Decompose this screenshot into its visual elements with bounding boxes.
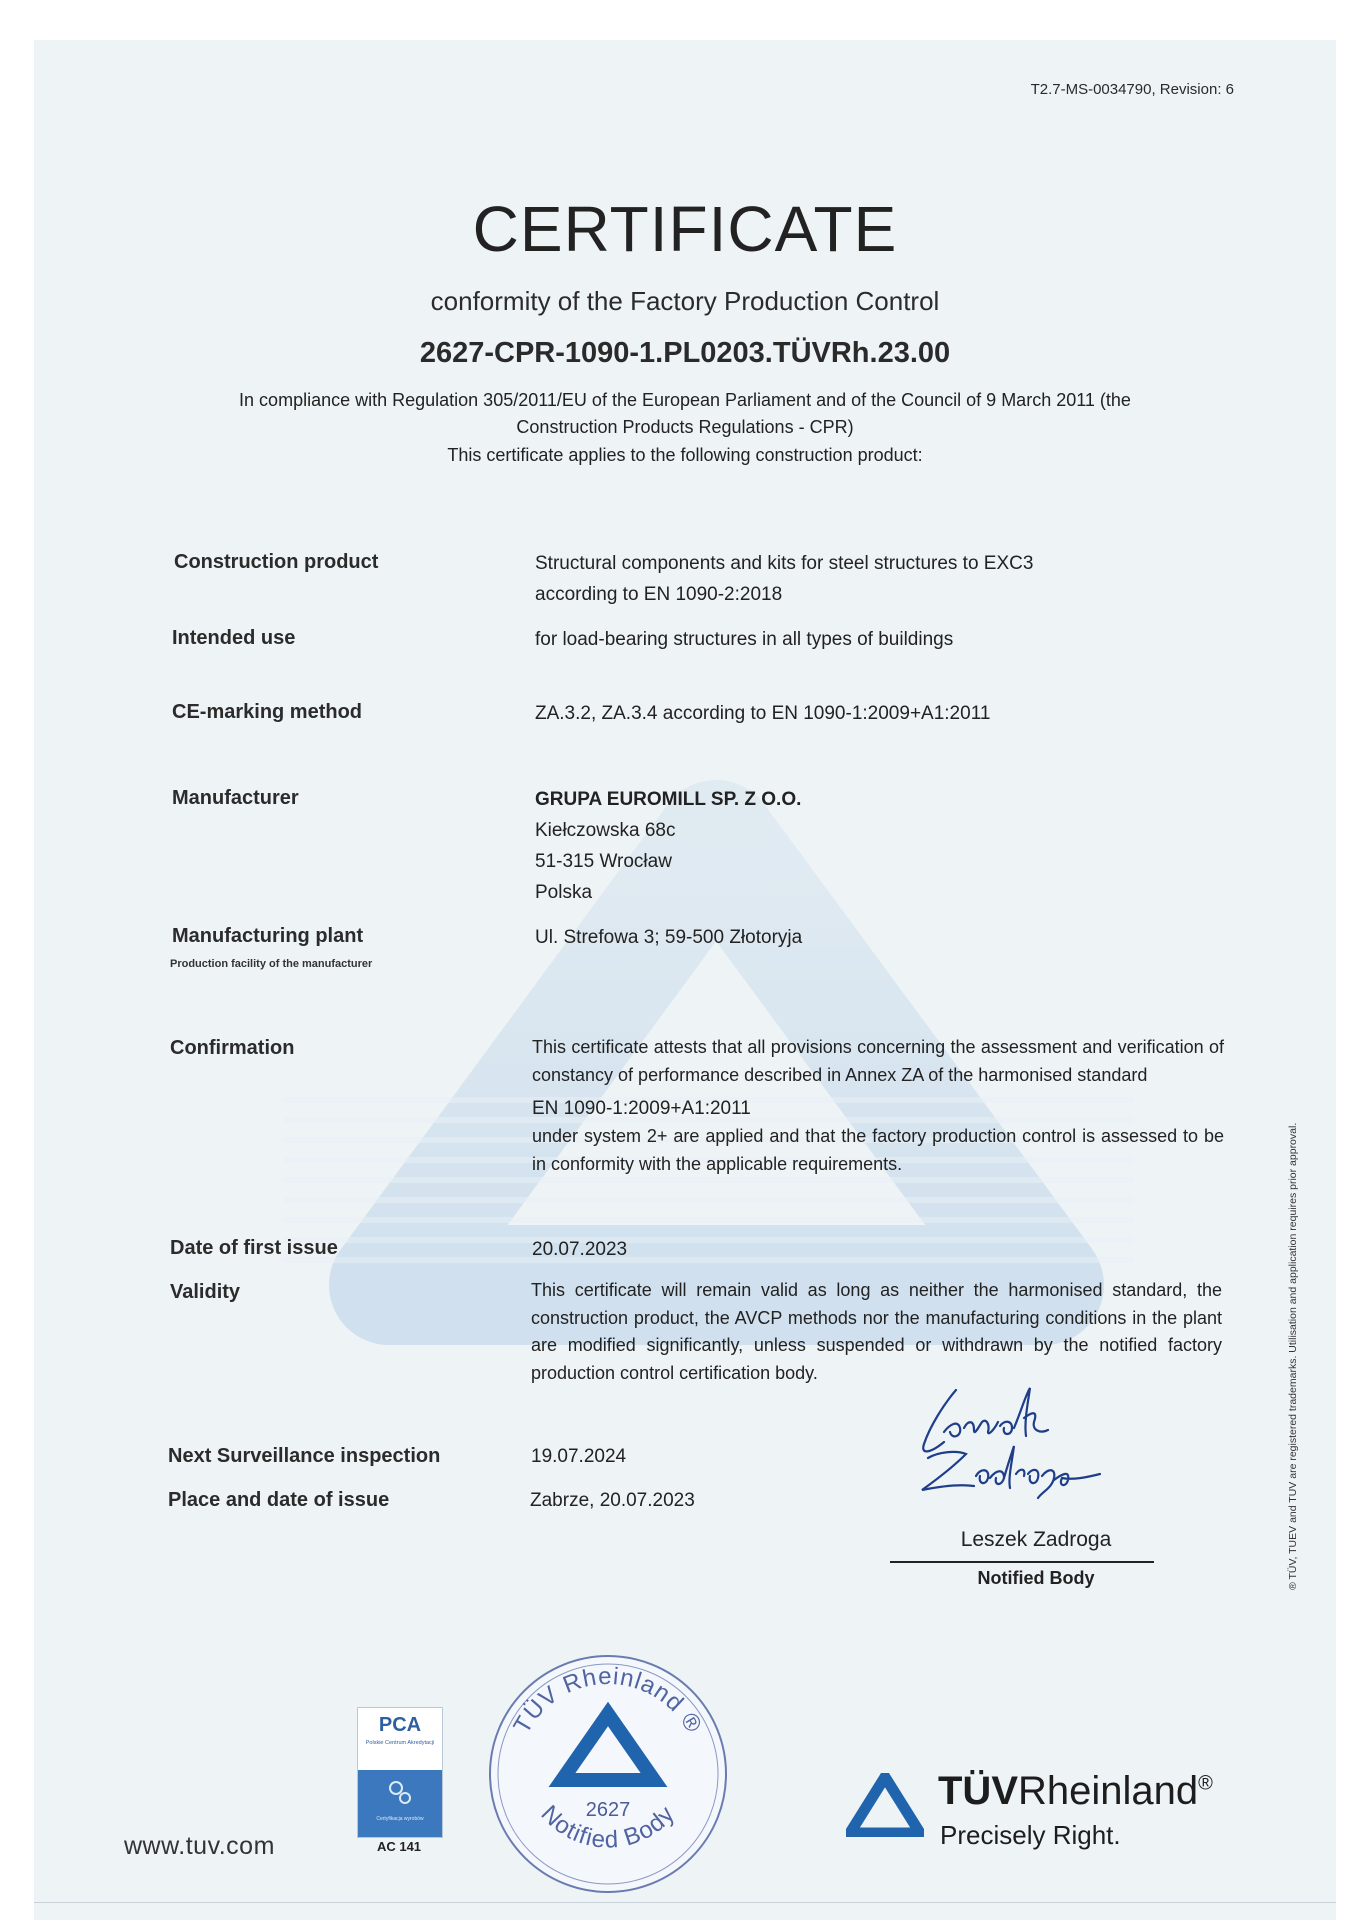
next-surveillance-label: Next Surveillance inspection — [168, 1445, 441, 1467]
signer-name: Leszek Zadroga — [960, 1528, 1112, 1551]
place-date-value: Zabrze, 20.07.2023 — [530, 1490, 695, 1511]
brand-name — [938, 1769, 1213, 1814]
pca-blue-panel — [358, 1770, 442, 1837]
handwritten-signature — [904, 1370, 1124, 1500]
brand-registered: ® — [1198, 1772, 1213, 1795]
bottom-divider — [34, 1902, 1336, 1903]
manufacturer-label: Manufacturer — [172, 787, 299, 809]
compliance-line-1: In compliance with Regulation 305/2011/EU of the European Parliament and of the Council of 9 March 2011 (the — [239, 390, 1131, 410]
compliance-line-2: Construction Products Regulations - CPR) — [516, 417, 854, 437]
manufacturer-name: GRUPA EUROMILL SP. Z O.O. — [535, 789, 802, 810]
confirmation-text-2: under system 2+ are applied and that the factory production control is assessed to be in conformity with the applicable requirements. — [532, 1126, 1224, 1174]
manufacturer-country: Polska — [535, 882, 593, 903]
confirmation-label: Confirmation — [170, 1037, 295, 1059]
validity-text: This certificate will remain valid as long as neither the harmonised standard, the construction product, the AVCP methods nor the manufacturing conditions in the plant are modified significantly, unless suspended or withdrawn by the notified factory production control certification body. — [531, 1280, 1222, 1383]
seal-top-text: TÜV Rheinland ® — [508, 1662, 708, 1739]
intended-use-label: Intended use — [172, 627, 296, 649]
pca-gear-icon — [386, 1778, 414, 1808]
manufacturing-plant-label: Manufacturing plant — [172, 925, 364, 947]
tuv-triangle-watermark — [34, 40, 1336, 1920]
place-date-label: Place and date of issue — [168, 1489, 390, 1511]
brand-tagline: Precisely Right. — [940, 1820, 1121, 1850]
tuv-rheinland-logo — [846, 1765, 1306, 1860]
seal-number: 2627 — [585, 1799, 631, 1821]
date-first-issue-value: 20.07.2023 — [532, 1239, 628, 1260]
document-reference: T2.7-MS-0034790, Revision: 6 — [1030, 81, 1234, 98]
seal-bottom-text: Notified Body — [535, 1800, 681, 1854]
construction-product-line-2: according to EN 1090-2:2018 — [535, 584, 783, 605]
website-url: www.tuv.com — [124, 1832, 275, 1860]
confirmation-text — [532, 1034, 1224, 1178]
tuv-triangle-icon — [846, 1773, 924, 1837]
pca-accreditation-badge — [357, 1707, 443, 1838]
validity-label: Validity — [170, 1281, 241, 1303]
notified-body-label: Notified Body — [977, 1568, 1095, 1588]
pca-abbreviation: PCA — [378, 1714, 422, 1736]
applies-statement: This certificate applies to the following construction product: — [447, 445, 923, 465]
compliance-statement — [164, 387, 1206, 441]
manufacturer-address — [535, 784, 801, 908]
page-title: CERTIFICATE — [472, 193, 898, 265]
construction-product-value — [535, 548, 1033, 610]
brand-bold: TÜV — [938, 1769, 1018, 1813]
accreditation-number: AC 141 — [376, 1839, 422, 1854]
manufacturer-street: Kiełczowska 68c — [535, 820, 676, 841]
confirmation-standard: EN 1090-1:2009+A1:2011 — [532, 1098, 751, 1119]
manufacturing-plant-sublabel: Production facility of the manufacturer — [170, 958, 373, 970]
ce-marking-value: ZA.3.2, ZA.3.4 according to EN 1090-1:2009+A1:2011 — [535, 703, 991, 724]
ce-marking-label: CE-marking method — [172, 701, 363, 723]
date-first-issue-label: Date of first issue — [170, 1237, 338, 1259]
brand-rest: Rheinland — [1018, 1769, 1199, 1813]
construction-product-line-1: Structural components and kits for steel structures to EXC3 — [535, 553, 1034, 574]
next-surveillance-value: 19.07.2024 — [531, 1446, 627, 1467]
pca-full-name: Polskie Centrum Akredytacji — [365, 1740, 435, 1746]
manufacturing-plant-value: Ul. Strefowa 3; 59-500 Złotoryja — [535, 927, 803, 948]
notified-body-seal — [486, 1652, 730, 1896]
trademark-notice: ® TÜV, TUEV and TUV are registered trademarks. Utilisation and application requires prior approval. — [1287, 1122, 1299, 1590]
pca-scope: Certyfikacja wyrobów — [376, 1816, 424, 1822]
certificate-page — [34, 40, 1336, 1920]
intended-use-value: for load-bearing structures in all types of buildings — [535, 629, 954, 650]
manufacturer-city: 51-315 Wrocław — [535, 851, 672, 872]
construction-product-label: Construction product — [174, 551, 379, 573]
page-subtitle: conformity of the Factory Production Control — [430, 286, 940, 316]
signature-line — [890, 1561, 1154, 1563]
confirmation-text-1: This certificate attests that all provisions concerning the assessment and verification of constancy of performance described in Annex ZA of the harmonised standard — [532, 1037, 1224, 1085]
certificate-number: 2627-CPR-1090-1.PL0203.TÜVRh.23.00 — [419, 337, 951, 369]
